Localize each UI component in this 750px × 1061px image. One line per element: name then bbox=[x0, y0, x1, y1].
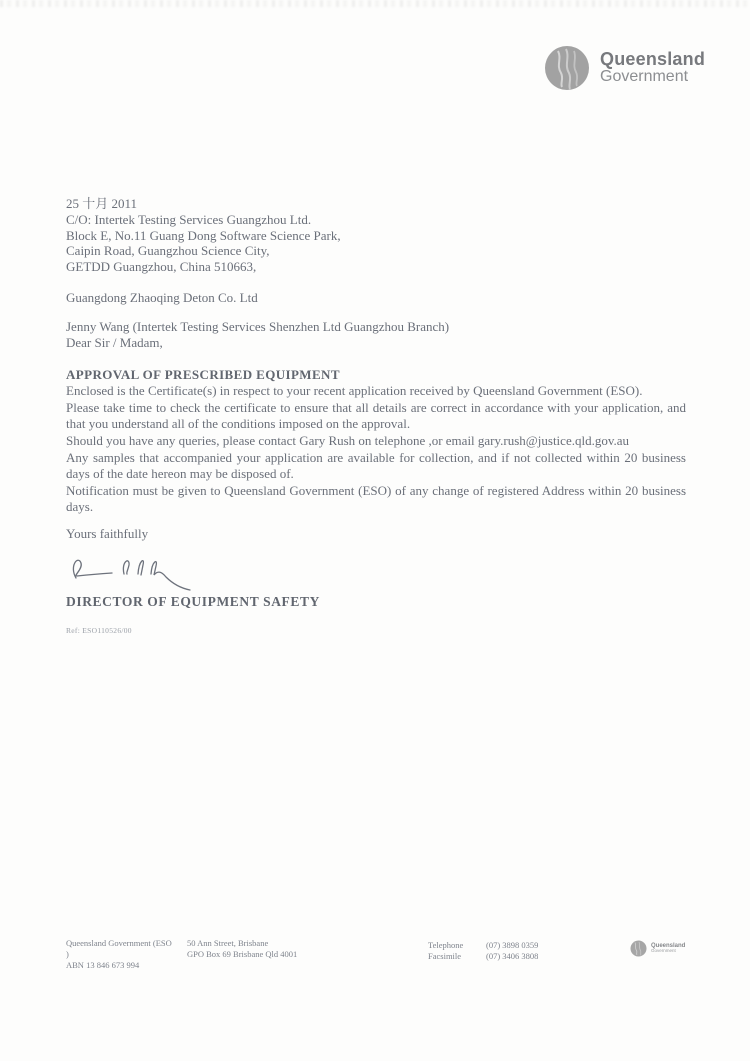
footer-street: 50 Ann Street, Brisbane bbox=[187, 938, 269, 948]
paragraph: Any samples that accompanied your application are available for collection, and if not collected within 20 business days of the date hereon may be disposed of. bbox=[66, 449, 686, 482]
recipient-line: Caipin Road, Guangzhou Science City, bbox=[66, 243, 270, 259]
footer-abn: ABN 13 846 673 994 bbox=[66, 960, 140, 970]
recipient-line: C/O: Intertek Testing Services Guangzhou Ltd. bbox=[66, 211, 312, 227]
logo-word-government: Government bbox=[600, 68, 689, 86]
handwritten-signature bbox=[66, 548, 686, 592]
queensland-government-logo bbox=[544, 45, 705, 91]
logo-word-queensland: Queensland bbox=[600, 49, 706, 70]
reference-number: Ref: ESO110526/00 bbox=[66, 625, 132, 635]
footer-logo-word-queensland: Queensland bbox=[651, 942, 686, 949]
attention-line: Jenny Wang (Intertek Testing Services Shenzhen Ltd Guangzhou Branch) bbox=[66, 318, 450, 334]
paragraph: Enclosed is the Certificate(s) in respect to your recent application received by Queensland Government (ESO). bbox=[66, 383, 643, 399]
footer-po-box: GPO Box 69 Brisbane Qld 4001 bbox=[187, 949, 298, 959]
letter-footer bbox=[0, 938, 750, 998]
recipient-line: Block E, No.11 Guang Dong Software Science Park, bbox=[66, 227, 341, 243]
telephone-value: (07) 3898 0359 bbox=[486, 940, 539, 950]
footer-logo-icon bbox=[630, 940, 647, 957]
paragraph: Should you have any queries, please contact Gary Rush on telephone ,or email gary.rush@justice.qld.gov.au bbox=[66, 432, 629, 448]
queensland-government-logo-text bbox=[600, 50, 705, 86]
signatory-title: DIRECTOR OF EQUIPMENT SAFETY bbox=[66, 593, 320, 609]
queensland-government-logo-icon bbox=[544, 45, 590, 91]
recipient-line: GETDD Guangzhou, China 510663, bbox=[66, 259, 257, 275]
footer-logo-word-government: Government bbox=[651, 948, 676, 954]
subject-heading: APPROVAL OF PRESCRIBED EQUIPMENT bbox=[66, 367, 340, 383]
recipient-address-block bbox=[66, 196, 686, 275]
letter-body bbox=[66, 196, 686, 638]
closing-line: Yours faithfully bbox=[66, 525, 149, 541]
paragraph: Please take time to check the certificate to ensure that all details are correct in accordance with your application, and that you understand all of the conditions imposed on the approval. bbox=[66, 399, 686, 432]
company-name: Guangdong Zhaoqing Deton Co. Ltd bbox=[66, 289, 258, 305]
letter-date: 25 十月 2011 bbox=[66, 196, 138, 211]
footer-org: Queensland Government (ESO bbox=[66, 938, 172, 948]
footer-address-block bbox=[66, 938, 297, 971]
facsimile-label: Facsimile bbox=[428, 951, 462, 961]
footer-org-cont: ) bbox=[66, 949, 69, 959]
scan-artifact-band bbox=[0, 0, 750, 7]
facsimile-value: (07) 3406 3808 bbox=[486, 951, 539, 961]
salutation: Dear Sir / Madam, bbox=[66, 334, 163, 350]
paragraph: Notification must be given to Queensland Government (ESO) of any change of registered Address within 20 business days. bbox=[66, 482, 686, 515]
footer-contact-block bbox=[428, 940, 538, 962]
footer-queensland-government-logo bbox=[630, 940, 685, 957]
footer-logo-text bbox=[651, 943, 685, 955]
telephone-label: Telephone bbox=[428, 940, 464, 950]
